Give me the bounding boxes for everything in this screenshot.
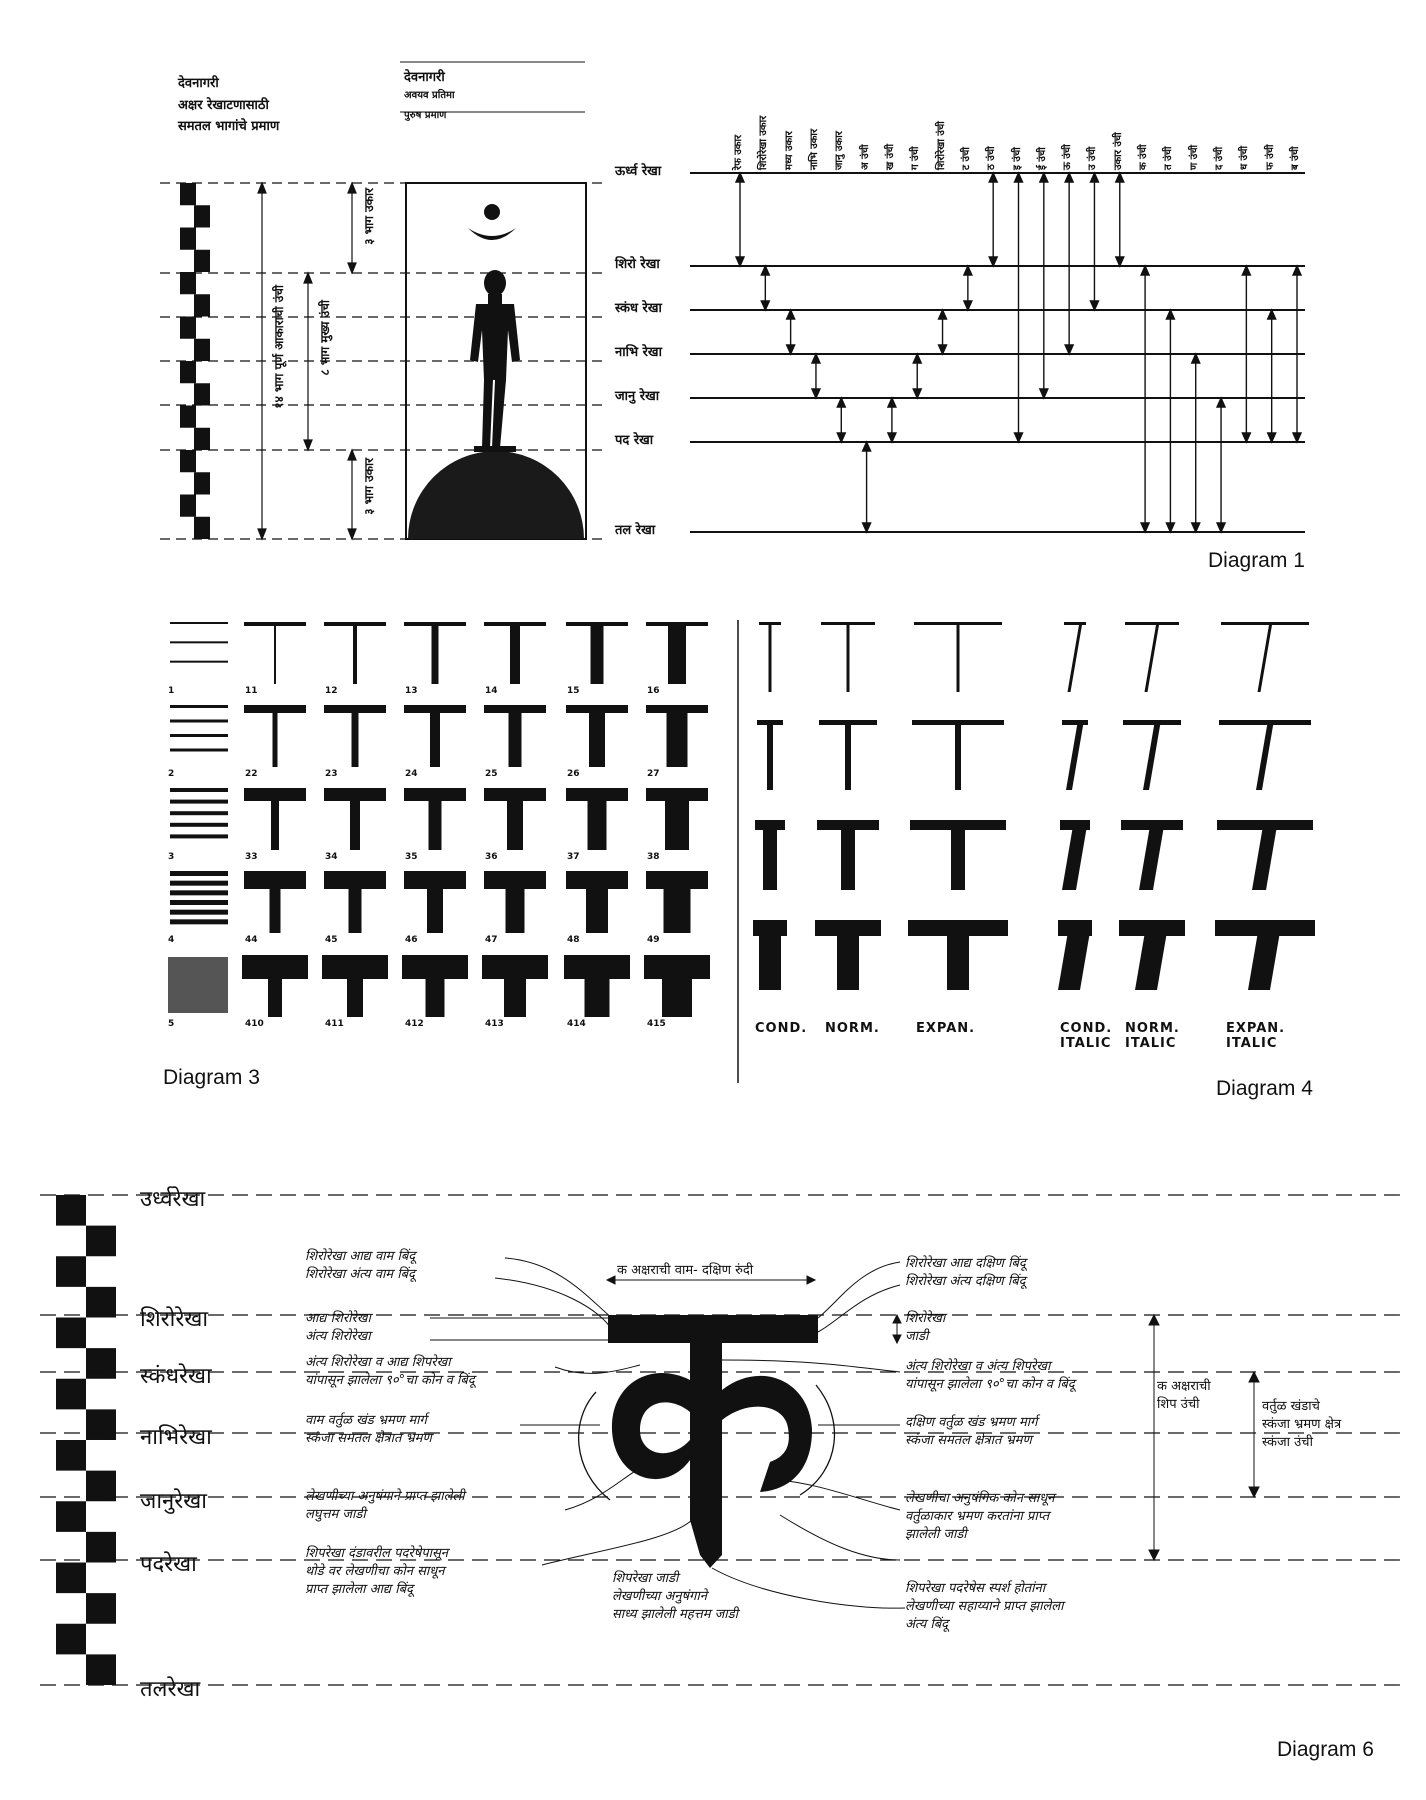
d4-label-norm-italic: NORM. ITALIC [1125,1021,1180,1051]
d6-left-note-5: शिपरेखा दंडावरील पदरेषेपासून थोडे वर लेखणीचा कोन साधून प्राप्त झालेला आद्य बिंदू [305,1546,448,1597]
d6-right-note-1: शिरोरेखा जाडी [905,1311,946,1344]
d1-column-header-4: जानु उकार [834,131,846,170]
d6-checker-square [86,1654,116,1685]
ka-letter-shape [579,1315,835,1568]
d6-guide-label-5: पदरेखा [140,1552,197,1577]
d6-guide-label-2: स्कंधरेखा [140,1364,212,1389]
d1-column-header-2: मध्य उकार [783,131,795,170]
d3-cell-number-2-0: 33 [245,852,258,862]
d1-figure-title-line3: पुरुष प्रमाण [404,109,447,121]
d6-left-note-3: वाम वर्तुळ खंड भ्रमण मार्ग स्कंजा समतल क्षेत्रात भ्रमण [305,1413,432,1446]
ka-stem-thickness-note: शिपरेखा जाडी लेखणीच्या अनुषंगाने साध्य झालेली महत्तम जाडी [612,1571,738,1622]
d3-cell-number-4-5: 415 [647,1019,666,1029]
diagram-3-caption: Diagram 3 [163,1066,260,1089]
d6-guide-label-1: शिरोरेखा [140,1307,209,1332]
d4-label-cond-italic: COND. ITALIC [1060,1021,1113,1051]
d1-column-header-10: ठ उंची [986,146,998,170]
d6-guide-label-6: तलरेखा [140,1677,201,1702]
d6-checker-square [86,1593,116,1624]
d6-guide-label-0: उर्ध्वरेखा [140,1187,206,1212]
d3-cell-number-0-4: 15 [567,686,580,696]
scale-label-lower: ३ भाग उकार [362,458,376,515]
d3-cell-number-3-1: 45 [325,935,338,945]
d6-right-note-2: अंत्य शिरोरेखा व अंत्य शिपरेखा यांपासून झालेला ९०°चा कोन व बिंदू [905,1359,1075,1392]
d1-guide-label-6: तल रेखा [615,523,656,538]
d6-checker-square [86,1287,116,1318]
d3-cell-number-4-2: 412 [405,1019,424,1029]
d3-cell-number-0-3: 14 [485,686,498,696]
d6-checker-square [86,1409,116,1440]
d3-cell-number-4-4: 414 [567,1019,586,1029]
d3-cell-number-1-0: 22 [245,769,258,779]
d1-guide-label-1: शिरो रेखा [615,257,660,272]
d6-checker-square [86,1348,116,1379]
d3-row-number-2: 3 [168,852,175,862]
d1-column-header-22: ब उंची [1290,146,1301,170]
d3-cell-number-3-5: 49 [647,935,660,945]
d1-column-header-7: ग उंची [910,146,922,170]
d4-label-cond: COND. [755,1021,808,1036]
d1-column-header-17: त उंची [1163,146,1175,170]
d1-column-header-18: ण उंची [1188,144,1200,170]
d6-checker-square [56,1195,86,1226]
scale-label-total: १४ भाग पूर्ण आकाराची उंची [272,285,286,409]
d1-column-header-20: ध उंची [1239,145,1251,170]
d3-cell-number-2-3: 36 [485,852,498,862]
d3-cell-number-3-4: 48 [567,935,580,945]
d1-column-header-14: उ उंची [1087,146,1099,170]
d3-cell-number-2-5: 38 [647,852,660,862]
d6-left-note-2: अंत्य शिरोरेखा व आद्य शिपरेखा यांपासून झालेला ९०°चा कोन व बिंदू [305,1355,475,1388]
d4-label-expan-italic: EXPAN. ITALIC [1226,1021,1286,1051]
scale-label-upper: ३ भाग उकार [362,188,376,245]
d1-column-header-8: शिरोरेखा उंची [935,121,947,170]
d3-cell-number-1-5: 27 [647,769,660,779]
d1-column-header-9: ट उंची [960,147,972,170]
d4-label-expan: EXPAN. [916,1021,976,1036]
d6-checker-square [86,1532,116,1563]
ka-height-label: क अक्षराची शिप उंची [1157,1379,1211,1412]
diagram-4-caption: Diagram 4 [1216,1077,1313,1100]
d1-guide-label-0: ऊर्ध्व रेखा [615,164,662,179]
d6-right-note-0: शिरोरेखा आद्य दक्षिण बिंदू शिरोरेखा अंत्य दक्षिण बिंदू [905,1256,1026,1289]
d1-figure-title-line1: देवनागरी [404,70,445,85]
d1-figure-title-line2: अवयव प्रतिमा [404,89,455,101]
ka-zone-label: वर्तुळ खंडाचे स्कंजा भ्रमण क्षेत्र स्कंजा उंची [1262,1399,1342,1450]
d3-cell-number-2-1: 34 [325,852,338,862]
d1-guide-label-3: नाभि रेखा [615,345,662,360]
d3-cell-number-4-0: 410 [245,1019,264,1029]
d3-cell-number-1-3: 25 [485,769,498,779]
d3-row-number-0: 1 [168,686,175,696]
d1-left-title-line3: समतल भागांचे प्रमाण [178,119,280,135]
d1-left-title-line1: देवनागरी [178,76,219,91]
d4-label-norm: NORM. [825,1021,880,1036]
d3-cell-number-0-0: 11 [245,686,258,696]
d6-checker-square [56,1440,86,1471]
d3-cell-number-0-5: 16 [647,686,660,696]
d1-column-header-15: उकार उंची [1112,132,1124,170]
d6-checker-square [56,1501,86,1532]
d6-checker-square [56,1318,86,1349]
d3-cell-number-2-4: 37 [567,852,580,862]
d3-cell-number-0-1: 12 [325,686,338,696]
d1-column-header-11: इ उंची [1011,147,1023,170]
d6-guide-label-3: नाभिरेखा [140,1425,212,1450]
d1-guide-label-4: जानु रेखा [615,389,660,404]
d1-column-header-19: द उंची [1214,146,1226,170]
d3-cell-number-1-4: 26 [567,769,580,779]
d1-guide-label-2: स्कंध रेखा [615,301,662,316]
d6-right-note-3: दक्षिण वर्तुळ खंड भ्रमण मार्ग स्कंजा समतल क्षेत्रात भ्रमण [905,1415,1038,1448]
d3-cell-number-0-2: 13 [405,686,418,696]
d1-column-header-3: नाभि उकार [808,128,820,170]
d6-checker-square [56,1624,86,1655]
d3-cell-number-4-1: 411 [325,1019,344,1029]
diagram-6-caption: Diagram 6 [1277,1738,1374,1761]
d6-checker-square [56,1256,86,1287]
ka-width-label: क अक्षराची वाम- दक्षिण रुंदी [617,1263,754,1278]
d1-column-header-5: अ उंची [859,144,871,170]
d1-column-header-16: क उंची [1138,144,1150,170]
d3-cell-number-4-3: 413 [485,1019,504,1029]
d3-cell-number-1-1: 23 [325,769,338,779]
d6-right-note-4: लेखणीचा अनुषंगिक कोन साधून वर्तुळाकार भ्रमण करतांना प्राप्त झालेली जाडी [905,1491,1055,1542]
d6-guide-label-4: जानुरेखा [140,1489,207,1514]
d3-cell-number-3-0: 44 [245,935,258,945]
d1-left-title-line2: अक्षर रेखाटणासाठी [178,97,269,113]
d3-row-number-3: 4 [168,935,175,945]
d6-checker-square [56,1563,86,1594]
d3-cell-number-3-3: 47 [485,935,498,945]
d1-column-header-13: ऊ उंची [1062,144,1074,170]
d6-checker-square [86,1226,116,1257]
d3-row-number-4: 5 [168,1019,175,1029]
d6-left-note-0: शिरोरेखा आद्य वाम बिंदू शिरोरेखा अंत्य वाम बिंदू [305,1249,416,1282]
d1-column-header-6: ख उंची [884,143,896,170]
d1-column-header-1: शिरोरेखा उकार [758,115,770,170]
d1-column-header-0: रेफ उकार [733,134,744,170]
d1-column-header-12: ई उंची [1036,147,1048,170]
d6-left-note-1: आद्य शिरोरेखा अंत्य शिरोरेखा [305,1311,371,1344]
d3-cell-number-3-2: 46 [405,935,418,945]
d3-cell-number-1-2: 24 [405,769,418,779]
d6-checker-square [56,1379,86,1410]
diagram-1-caption: Diagram 1 [1208,549,1305,572]
scale-label-middle: ८ भाग मुख्य उंची [318,300,332,376]
d3-cell-number-2-2: 35 [405,852,418,862]
d6-right-note-5: शिपरेखा पदरेषेस स्पर्श होतांना लेखणीच्या सहाय्याने प्राप्त झालेला अंत्य बिंदू [905,1581,1064,1632]
d1-column-header-21: फ उंची [1264,144,1276,170]
d3-row-number-1: 2 [168,769,175,779]
d6-checker-scale [56,1195,116,1685]
d1-guide-label-5: पद रेखा [615,433,654,448]
d6-left-note-4: लेखणीच्या अनुषंगाने प्राप्त झालेली लघुत्तम जाडी [305,1489,465,1522]
